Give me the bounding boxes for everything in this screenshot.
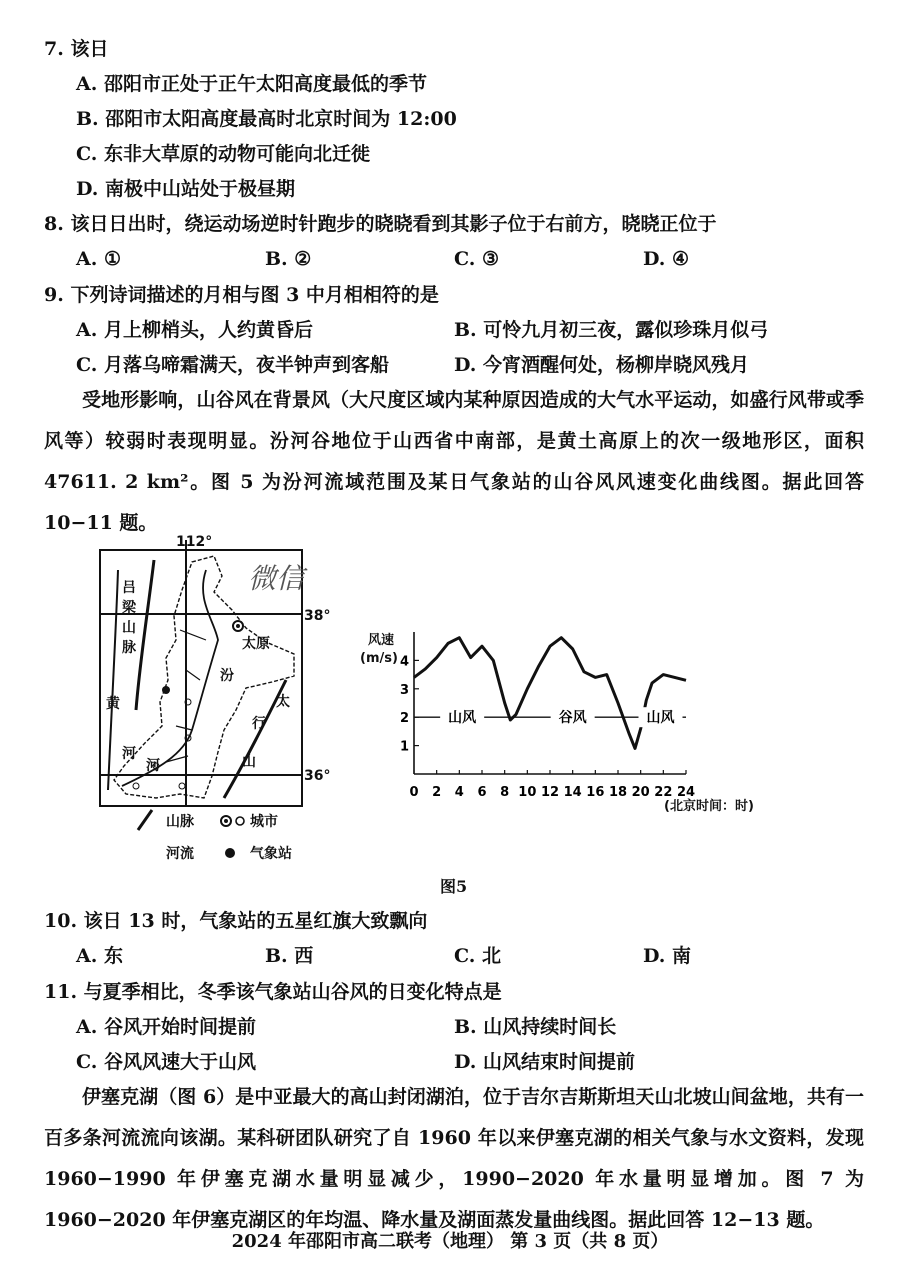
chart-y-tick-label: 3	[400, 682, 410, 698]
chart-yunit: (m/s)	[360, 651, 398, 666]
lvliang-mountain	[136, 560, 154, 710]
chart-x-tick-label: 14	[563, 785, 582, 800]
q7-option-d: D. 南极中山站处于极昼期	[76, 178, 296, 200]
legend-station-icon	[225, 848, 235, 858]
q10-option-a: A. 东	[76, 945, 123, 967]
q11-option-c: C. 谷风风速大于山风	[76, 1051, 257, 1073]
latitude-38-label: 38°	[304, 608, 331, 624]
lvliang-char: 山	[122, 620, 136, 636]
taihang-char: 山	[242, 754, 256, 770]
q7-option-a: A. 邵阳市正处于正午太阳高度最低的季节	[76, 73, 427, 95]
phase-label: 谷风	[558, 710, 587, 727]
lvliang-char: 脉	[122, 640, 136, 656]
chart-y-tick-label: 4	[400, 654, 410, 670]
q8-option-a: A. ①	[76, 248, 122, 270]
lvliang-char: 吕	[122, 580, 136, 596]
phase-label: 山风	[448, 710, 477, 727]
q7-stem: 7. 该日	[44, 38, 109, 60]
watermark: 微信	[248, 562, 305, 595]
chart-x-tick-label: 16	[586, 785, 605, 800]
chart-y-tick-label: 2	[400, 711, 410, 727]
lvliang-char: 梁	[122, 600, 136, 616]
chart-x-tick-label: 18	[608, 785, 628, 800]
q11-stem: 11. 与夏季相比，冬季该气象站山谷风的日变化特点是	[44, 981, 502, 1003]
q8-option-d: D. ④	[643, 248, 690, 270]
chart-x-tick-label: 6	[477, 785, 487, 800]
q9-option-c: C. 月落乌啼霜满天，夜半钟声到客船	[76, 354, 390, 376]
q10-option-c: C. 北	[454, 945, 502, 967]
fen-label: 汾	[220, 668, 234, 684]
chart-xlabel: (北京时间：时)	[664, 799, 754, 814]
yellow-river-char: 河	[122, 746, 136, 762]
chart-x-tick-label: 2	[432, 785, 442, 800]
q9-stem: 9. 下列诗词描述的月相与图 3 中月相相符的是	[44, 284, 439, 306]
city-icon	[133, 783, 139, 789]
q7-option-b: B. 邵阳市太阳高度最高时北京时间为 12:00	[76, 108, 457, 130]
passage-issyk-kul: 伊塞克湖（图 6）是中亚最大的高山封闭湖泊，位于吉尔吉斯斯坦天山北坡山间盆地，共有一百多条河流流向该湖。某科研团队研究了自 1960 年以来伊塞克湖的相关气象与水文资料，发现 1960−1990 年伊塞克湖水量明显减少，1990−2020 年水量明显增加。图 7 为 1960−2020 年伊塞克湖区的年均温、降水量及湖面蒸发量曲线图。据此回答 12−13 题。	[44, 1086, 864, 1231]
passage-valley-wind: 受地形影响，山谷风在背景风（大尺度区域内某种原因造成的大气水平运动，如盛行风带或季风等）较弱时表现明显。汾河谷地位于山西省中南部，是黄土高原上的次一级地形区，面积 47611. 2 km²。图 5 为汾河流域范围及某日气象站的山谷风风速变化曲线图。据此回答 10−11 题。	[44, 389, 864, 534]
chart-x-tick-label: 10	[518, 785, 537, 800]
legend-river-label: 河流	[166, 846, 194, 862]
weather-station-icon	[162, 686, 170, 694]
he-label: 河	[146, 758, 160, 774]
legend-mountain-label: 山脉	[166, 814, 194, 830]
chart-x-tick-label: 22	[654, 785, 673, 800]
page-footer: 2024 年邵阳市高二联考（地理） 第 3 页（共 8 页）	[231, 1231, 669, 1252]
valley-wind-chart	[352, 618, 872, 818]
q11-option-b: B. 山风持续时间长	[454, 1016, 617, 1038]
q10-option-b: B. 西	[265, 945, 314, 967]
q10-option-d: D. 南	[643, 945, 692, 967]
q9-option-a: A. 月上柳梢头，人约黄昏后	[76, 319, 313, 341]
legend-mountain-symbol	[138, 810, 152, 830]
chart-x-tick-label: 20	[631, 785, 650, 800]
chart-ylabel: 风速	[368, 633, 395, 648]
fenhe-basin-map	[96, 530, 336, 870]
yellow-river-char: 黄	[106, 696, 120, 712]
q11-option-a: A. 谷风开始时间提前	[76, 1016, 256, 1038]
chart-x-tick-label: 0	[409, 785, 419, 800]
taihang-char: 行	[252, 716, 266, 732]
chart-x-tick-label: 12	[540, 785, 560, 800]
figure-5-caption: 图5	[440, 877, 468, 896]
chart-y-tick-label: 1	[400, 739, 410, 755]
legend-city-label: 城市	[250, 814, 278, 830]
q10-stem: 10. 该日 13 时，气象站的五星红旗大致飘向	[44, 910, 428, 932]
yellow-river	[108, 570, 118, 790]
legend-station-label: 气象站	[250, 846, 292, 862]
taihang-char: 太	[276, 694, 290, 710]
taiyuan-label: 太原	[242, 636, 270, 652]
q8-option-c: C. ③	[454, 248, 500, 270]
latitude-36-label: 36°	[304, 768, 331, 784]
longitude-label: 112°	[176, 534, 213, 550]
chart-x-tick-label: 24	[676, 785, 696, 800]
q9-option-d: D. 今宵酒醒何处，杨柳岸晓风残月	[454, 354, 750, 376]
city-icon	[179, 783, 185, 789]
wind-speed-line	[414, 638, 686, 749]
taiyuan-city-dot	[236, 624, 240, 628]
q9-option-b: B. 可怜九月初三夜，露似珍珠月似弓	[454, 319, 769, 341]
chart-x-tick-label: 4	[454, 785, 464, 800]
chart-x-tick-label: 8	[500, 785, 510, 800]
q8-stem: 8. 该日日出时，绕运动场逆时针跑步的晓晓看到其影子位于右前方，晓晓正位于	[44, 213, 717, 235]
q8-option-b: B. ②	[265, 248, 312, 270]
phase-label: 山风	[646, 710, 675, 727]
q11-option-d: D. 山风结束时间提前	[454, 1051, 636, 1073]
q7-option-c: C. 东非大草原的动物可能向北迁徙	[76, 143, 371, 165]
fen-river	[122, 570, 218, 786]
